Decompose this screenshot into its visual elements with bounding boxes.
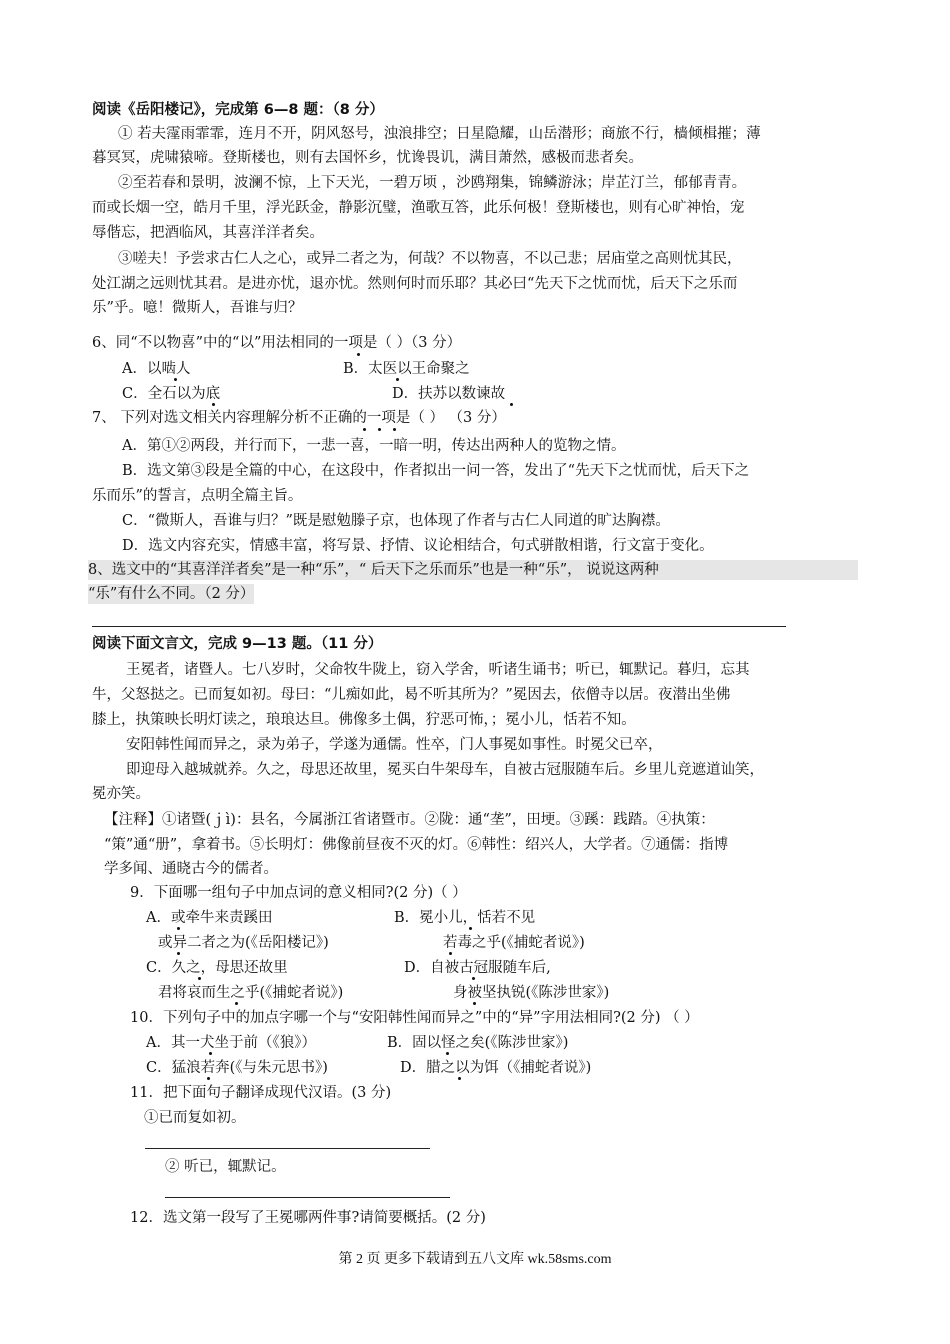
passage1-line: 暮冥冥，虎啸猿啼。登斯楼也，则有去国怀乡，忧谗畏讥，满目萧然，感极而悲者矣。: [92, 150, 643, 166]
section-divider: [92, 626, 786, 627]
passage2-line: 牛，父怒挞之。已而复如初。母曰：“儿痴如此，曷不听其所为？”冕因去，依僧寺以居。夜潜出坐佛: [92, 687, 731, 703]
passage1-line: ① 若夫霪雨霏霏，连月不开，阴风怒号，浊浪排空；日星隐耀，山岳潜形；商旅不行，樯倾楫摧；薄: [118, 126, 761, 142]
passage1-line: ②至若春和景明，波澜不惊，上下天光，一碧万顷 ，沙鸥翔集，锦鳞游泳；岸芷汀兰，郁郁青青。: [118, 175, 747, 191]
emphasis-dot: [177, 952, 180, 955]
question-10-option-b: B．固以怪之矣(《陈涉世家》): [387, 1035, 569, 1051]
passage1-line: 辱偕忘，把酒临风，其喜洋洋者矣。: [92, 225, 324, 241]
question-9-stem: 9．下面哪一组句子中加点词的意义相同?(2 分)（ ）: [130, 885, 467, 901]
passage1-heading: 阅读《岳阳楼记》，完成第 6—8 题：（8 分）: [92, 102, 384, 118]
question-6-option-b: B．太医以王命聚之: [343, 361, 470, 377]
passage2-line: 即迎母入越城就养。久之，母思还故里，冕买白牛架母车，自被古冠服随车后。乡里儿竞遮道讪笑，: [126, 762, 764, 778]
question-9-option-c: C．久之，母思还故里: [146, 960, 288, 976]
question-9-option-b-ref: 若毒之乎(《捕蛇者说》): [443, 935, 585, 951]
emphasis-dot: [209, 1052, 212, 1055]
question-10-stem: 10．下列句子中的加点字哪一个与“安阳韩性闻而异之”中的“异”字用法相同?(2 分) （ ）: [130, 1010, 699, 1026]
question-9-option-d: D．自被古冠服随车后,: [404, 960, 551, 976]
emphasis-dot: [469, 927, 472, 930]
passage1-line: 而或长烟一空，皓月千里，浮光跃金，静影沉璧，渔歌互答，此乐何极！登斯楼也，则有心旷神怡，宠: [92, 200, 745, 216]
passage2-line: 冕亦笑。: [92, 786, 150, 802]
emphasis-dot: [212, 403, 215, 406]
passage1-line: 乐”乎。噫！微斯人，吾谁与归？: [92, 300, 303, 316]
emphasis-dot: [198, 977, 201, 980]
question-6-option-d: D．扶苏以数谏故: [392, 386, 506, 402]
page-footer: 第 2 页 更多下载请到五八文库 wk.58sms.com: [338, 1252, 612, 1267]
emphasis-dot: [396, 378, 399, 381]
question-8-line: 8、选文中的“其喜洋洋者矣”是一种“乐”，“ 后天下之乐而乐”也是一种“乐”， 说说这两种: [88, 560, 858, 580]
emphasis-dot: [472, 977, 475, 980]
question-11-stem: 11．把下面句子翻译成现代汉语。(3 分): [130, 1085, 392, 1101]
question-8-line: “乐”有什么不同。（2 分）: [88, 586, 255, 602]
passage2-line: 安阳韩性闻而异之，录为弟子，学遂为通儒。性卒，门人事冕如事性。时冕父已卒，: [126, 737, 663, 753]
emphasis-dot: [458, 1077, 461, 1080]
emphasis-dot: [378, 428, 381, 431]
question-6-stem: 6、同“不以物喜”中的“以”用法相同的一项是（ ）（3 分）: [92, 335, 462, 351]
passage2-line: 膝上，执策映长明灯读之，琅琅达旦。佛像多土偶，狞恶可怖，；冕小儿，恬若不知。: [92, 712, 636, 728]
question-9-option-a: A．或牵牛来责蹊田: [146, 910, 273, 926]
emphasis-dot: [393, 428, 396, 431]
question-10-option-d: D．腊之以为饵（《捕蛇者说》): [400, 1060, 592, 1076]
question-9-option-a-ref: 或异二者之为(《岳阳楼记》): [158, 935, 329, 951]
question-7-option-b: B．选文第③段是全篇的中心，在这段中，作者拟出一问一答，发出了“先天下之忧而忧，后天下之: [122, 463, 750, 479]
passage1-line: 处江湖之远则忧其君。是进亦忧，退亦忧。然则何时而乐耶？其必曰“先天下之忧而忧，后天下之乐而: [92, 276, 738, 292]
emphasis-dot: [235, 1002, 238, 1005]
question-9-option-c-ref: 君将哀而生之乎(《捕蛇者说》): [158, 985, 344, 1001]
question-9-option-d-ref: 身被坚执锐(《陈涉世家》): [453, 985, 610, 1001]
question-6-option-a: A．以啮人: [122, 361, 191, 377]
answer-line: [145, 1148, 430, 1149]
question-7-option-a: A．第①②两段，并行而下，一悲一喜，一暗一明，传达出两种人的览物之情。: [122, 438, 626, 454]
passage2-note: 【注释】①诸暨(ｊì)：县名，今属浙江省诸暨市。②陇：通“垄”，田埂。③蹊：践踏。④执策：: [104, 812, 715, 828]
question-7-option-d: D．选文内容充实，情感丰富，将写景、抒情、议论相结合，句式骈散相谐，行文富于变化。: [122, 538, 714, 554]
passage2-note: “策”通“册”，拿着书。⑤长明灯：佛像前昼夜不灭的灯。⑥韩性：绍兴人，大学者。⑦通儒：指博: [104, 837, 729, 853]
emphasis-dot: [473, 1002, 476, 1005]
emphasis-dot: [510, 403, 513, 406]
emphasis-dot: [174, 378, 177, 381]
passage2-heading: 阅读下面文言文，完成 9—13 题。（11 分）: [92, 636, 383, 652]
emphasis-dot: [207, 1077, 210, 1080]
question-12-stem: 12．选文第一段写了王冕哪两件事?请简要概括。(2 分): [130, 1210, 486, 1226]
question-10-option-c: C．猛浪若奔(《与朱元思书》): [146, 1060, 328, 1076]
passage2-line: 王冕者，诸暨人。七八岁时，父命牧牛陇上，窃入学舍，听诸生诵书；听已，辄默记。暮归，忘其: [126, 662, 750, 678]
emphasis-dot: [449, 952, 452, 955]
question-10-option-a: A．其一犬坐于前（《狼》）: [146, 1035, 316, 1051]
question-6-option-c: C．全石以为底: [122, 386, 221, 402]
emphasis-dot: [446, 1052, 449, 1055]
question-11-sentence-1: ①已而复如初。: [144, 1110, 246, 1126]
emphasis-dot: [357, 353, 360, 356]
answer-line: [165, 1197, 450, 1198]
question-7-option-b-cont: 乐而乐”的誓言，点明全篇主旨。: [92, 488, 303, 504]
passage1-line: ③嗟夫！予尝求古仁人之心，或异二者之为，何哉？不以物喜，不以己悲；居庙堂之高则忧其民，: [118, 251, 742, 267]
passage2-note: 学多闻、通晓古今的儒者。: [104, 861, 278, 877]
question-9-option-b: B．冕小儿，恬若不见: [394, 910, 536, 926]
emphasis-dot: [177, 927, 180, 930]
question-7-option-c: C．“微斯人，吾谁与归？”既是慰勉滕子京，也体现了作者与古仁人同道的旷达胸襟。: [122, 513, 670, 529]
emphasis-dot: [363, 428, 366, 431]
question-7-stem: 7、 下列对选文相关内容理解分析不正确的一项是（ ） （3 分）: [92, 410, 506, 426]
question-11-sentence-2: ② 听已，辄默记。: [165, 1159, 286, 1175]
